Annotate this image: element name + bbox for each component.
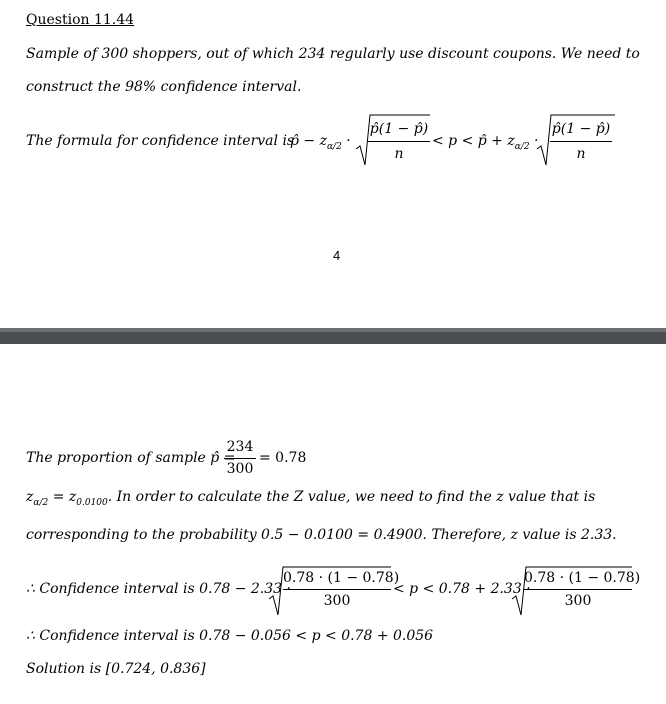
ci-middle: < p < 0.78 + 2.33 · [393,581,531,597]
proportion-result: = 0.78 [259,450,307,466]
formula-denominator-1: n [394,146,404,162]
solution-line: Solution is [0.724, 0.836] [26,661,206,677]
formula-fraction-bar-2 [550,141,612,142]
formula-numerator-2: p̂(1 − p̂) [551,121,611,137]
ci-label: ∴ Confidence interval is 0.78 − 2.33 · [26,581,291,597]
z-value-line-2: corresponding to the probability 0.5 − 0.0100 = 0.4900. Therefore, z value is 2.33. [26,527,617,543]
formula-numerator-1: p̂(1 − p̂) [369,121,429,137]
ci-numerator-1: 0.78 · (1 − 0.78) [283,570,400,586]
formula-fraction-bar-1 [368,141,430,142]
ci-fraction-bar-1 [283,589,391,590]
ci-result-line: ∴ Confidence interval is 0.78 − 0.056 < p < 0.78 + 0.056 [26,628,434,644]
ci-denominator-2: 300 [564,593,592,609]
proportion-denominator: 300 [226,461,254,477]
ci-denominator-1: 300 [323,593,351,609]
proportion-label: The proportion of sample p̂ = [26,450,236,466]
ci-numerator-2: 0.78 · (1 − 0.78) [524,570,641,586]
page-number: 4 [333,248,341,263]
formula-denominator-2: n [576,146,586,162]
formula-label: The formula for confidence interval is [26,133,295,149]
proportion-numerator: 234 [226,439,254,455]
question-heading: Question 11.44 [26,12,135,28]
formula-middle: < p < p̂ + $z_{\alpha/2}$ · [432,133,539,152]
ci-fraction-bar-2 [524,589,632,590]
proportion-fraction-bar [224,458,256,459]
page-separator [0,328,666,344]
formula-lhs: p̂ − $z_{\alpha/2}$ · [290,133,351,152]
intro-line-1: Sample of 300 shoppers, out of which 234 regularly use discount coupons. We need to [26,46,640,62]
intro-line-2: construct the 98% confidence interval. [26,79,302,95]
z-value-line: $z_{\alpha/2} = z_{0.0100}$. In order to calculate the Z value, we need to find the z value that is [26,489,596,508]
